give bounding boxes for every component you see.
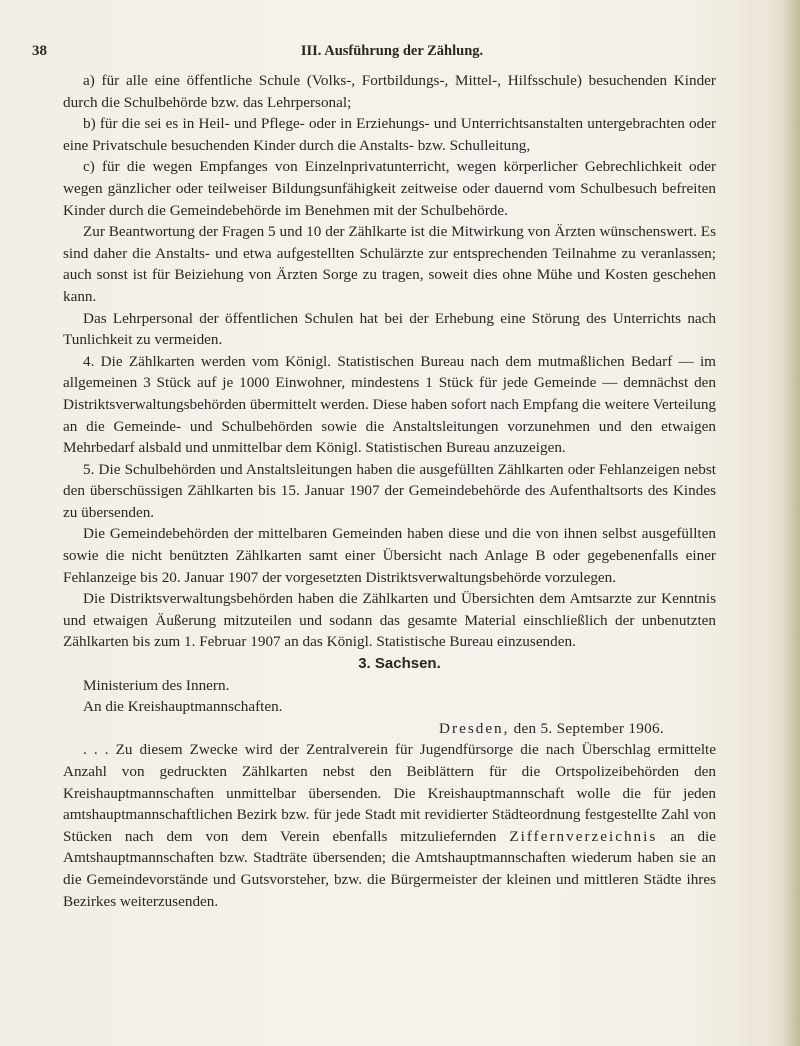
paragraph-sachsen-after: an die Amtshauptmannschaften bzw. Stadträte übersenden; die Amtshauptmannschaften wiederum haben sie an die Gemeindevorstände und Gutsvorsteher, bzw. die Bürgermeister der kleinen und mittleren Städte ihres Bezirkes weiterzusenden.: [63, 827, 716, 910]
spaced-term: Ziffernverzeichnis: [509, 827, 658, 845]
paragraph-lehrpersonal: Das Lehrpersonal der öffentlichen Schulen hat bei der Erhebung eine Störung des Unterrichts nach Tunlichkeit zu vermeiden.: [63, 309, 716, 349]
dateline-date: den 5. September 1906.: [513, 719, 664, 737]
section-title: 3. Sachsen.: [358, 655, 441, 673]
paragraph-aerzte: Zur Beantwortung der Fragen 5 und 10 der Zählkarte ist die Mitwirkung von Ärzten wünschenswert. Es sind daher die Anstalts- und etwa aufgestellten Schulärzte zur entsprechenden Teilnahme zu veranlassen; auch sonst ist für Beiziehung von Ärzten Sorge zu tragen, soweit dies ohne Mühe und Kosten geschehen kann.: [63, 223, 716, 305]
paragraph-4: 4. Die Zählkarten werden vom Königl. Statistischen Bureau nach dem mutmaßlichen Bedarf — im allgemeinen 3 Stück auf je 1000 Einwohner, mindestens 1 Stück für jede Gemeinde — demnächst den Distriktsverwaltungsbehörden übermittelt werden. Diese haben sofort nach Empfang die weitere Verteilung an die Gemeinde- und Schulbehörden sowie die Anstaltsleitungen vorzunehmen und den etwaigen Mehrbedarf alsbald und unmittelbar dem Königl. Statistischen Bureau anzuzeigen.: [63, 352, 717, 457]
paragraph-c: c) für die wegen Empfanges von Einzelnprivatunterricht, wegen körperlicher Gebrechlichkeit oder wegen gänzlicher oder teilweiser Bildungsunfähigkeit zeitweise oder dauernd vom Schulbesuch befreiten Kinder durch die Gemeindebehörde im Benehmen mit der Schulbehörde.: [63, 158, 716, 219]
ministry-line: Ministerium des Innern.: [83, 676, 230, 694]
paragraph-a: a) für alle eine öffentliche Schule (Volks-, Fortbildungs-, Mittel-, Hilfsschule) besuchenden Kinder durch die Schulbehörde bzw. das Lehrpersonal;: [63, 72, 716, 111]
paragraph-distriktsverwaltung: Die Distriktsverwaltungsbehörden haben die Zählkarten und Übersichten dem Amtsarzte zur Kenntnis und etwaigen Äußerung mitzuteilen und sodann das gesamte Material einschließlich der unbenutzten Zählkarten bis zum 1. Februar 1907 an das Königl. Statistische Bureau einzusenden.: [63, 590, 716, 651]
paragraph-5: 5. Die Schulbehörden und Anstaltsleitungen haben die ausgefüllten Zählkarten oder Fehlanzeigen nebst den überschüssigen Zählkarten bis 15. Januar 1907 der Gemeindebehörde des Aufenthaltsorts des Kindes zu übersenden.: [63, 460, 716, 521]
page-header: [32, 43, 752, 63]
dateline-place: Dresden,: [439, 719, 510, 737]
page-edge: [782, 0, 800, 1046]
paragraph-sachsen-before: . . . Zu diesem Zwecke wird der Zentralverein für Jugendfürsorge die nach Überschlag ermittelte Anzahl von gedruckten Zählkarten nebst den Beiblättern für die Ortspolizeibehörden den Kreishauptmannschaften unmittelbar übersenden. Die Kreishauptmannschaft wolle die für jeden amtshauptmannschaftlichen Bezirk bzw. für jede Stadt mit revidierter Städteordnung festgestellte Zahl von Stücken nach dem von dem Verein ebenfalls mitzuliefernden: [63, 741, 716, 845]
paragraph-b: b) für die sei es in Heil- und Pflege- oder in Erziehungs- und Unterrichtsanstalten untergebrachten oder eine Privatschule besuchenden Kinder durch die Anstalts- bzw. Schulleitung,: [63, 115, 716, 154]
dateline: [63, 718, 716, 740]
body-text: [63, 70, 716, 912]
page-number: 38: [32, 43, 47, 59]
running-head: III. Ausführung der Zählung.: [300, 43, 484, 59]
address-line: An die Kreishauptmannschaften.: [83, 698, 283, 716]
paragraph-sachsen: [63, 739, 716, 912]
paragraph-gemeindebehoerden: Die Gemeindebehörden der mittelbaren Gemeinden haben diese und die von ihnen selbst ausgefüllten sowie die nicht benützten Zählkarten samt einer Übersicht nach Anlage B oder gegebenenfalls einer Fehlanzeige bis 20. Januar 1907 der vorgesetzten Distriktsverwaltungsbehörde vorzulegen.: [63, 525, 716, 586]
